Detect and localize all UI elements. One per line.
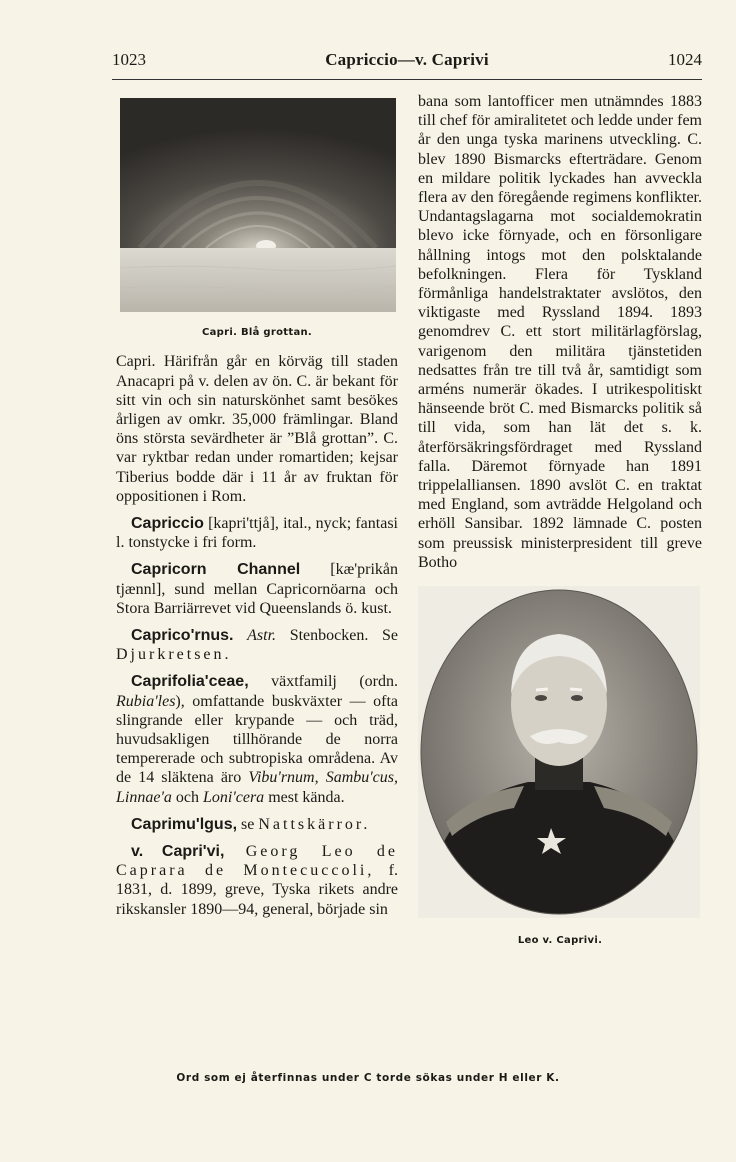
entry-caprimulgus: [116, 815, 398, 834]
entry-caprivi: [116, 842, 398, 919]
headword-caprifoliaceae: Caprifolia'ceae,: [131, 673, 249, 691]
definition-capriccio: [kapri'ttjå], ital., nyck; fantasi l. tonstycke i fri form.: [116, 515, 398, 552]
entry-capri-continuation: Capri. Härifrån går en körväg till staden Anacapri på v. delen av ön. C. är bekant för sitt vin och sin naturskönhet samt besökes årligen av omkr. 35,000 främlingar. Bland öns största sevärdheter är ”Blå grottan”. C. var ryktbar redan under romartiden; kejsar Tiberius bodde där i 11 år av fruktan för oppositionen i Rom.: [116, 353, 398, 505]
headword-caprivi: v. Capri'vi,: [131, 843, 225, 861]
caprivi-full-name: Georg Leo de Caprara de Montecuccoli,: [116, 843, 399, 880]
cross-ref-djurkretsen: Djurkretsen.: [116, 646, 232, 664]
running-title: Capriccio—v. Caprivi: [325, 50, 489, 69]
abbr-astr: Astr.: [247, 627, 277, 645]
page-number-left: 1023: [112, 50, 146, 69]
definition-capricorn-channel: [kæ'prikån tjænnl], sund mellan Capricornöarna och Stora Barriärrevet vid Queenslands ö. kust.: [116, 561, 398, 617]
blue-grotto-photo: [120, 98, 396, 312]
genus-lonicera: Loni'cera: [202, 788, 265, 806]
definition-caprifoliaceae-part4: mest kända.: [264, 788, 345, 806]
left-column: [116, 98, 398, 919]
definition-caprifoliaceae-part3: och: [171, 788, 203, 806]
footer-note: Ord som ej återfinnas under C torde sökas under H eller K.: [176, 1072, 560, 1084]
definition-caprimulgus: se: [237, 815, 259, 833]
headword-capricornus: Caprico'rnus.: [131, 627, 234, 645]
definition-capricornus: Stenbocken. Se: [276, 627, 399, 645]
header-rule: [112, 79, 702, 80]
page-header: [112, 50, 702, 76]
entry-caprivi-continuation: bana som lantofficer men utnämndes 1883 till chef för amiralitetet och ledde under fem år den unga tyska marinens utveckling. C. blev 1890 Bismarcks efterträdare. Genom en mildare politik lyckades han avveckla flera av den föregående regimens konflikter. Undantagslagarna mot socialdemokratin blevo icke förnyade, och en försonligare hållning intogs mot den polsktalande befolkningen. Flera för Tyskland förmånliga handelstraktater avslötos, den viktigaste med Ryssland 1894. 1893 genomdrev C. ett stort militärlagförslag, varigenom den militära tjänstetiden nedsattes från tre till två år, samtidigt som arméns numerär ökades. I utrikespolitiskt hänseende bröt C. med Bismarcks politik så till vida, som han lät det s. k. återförsäkringsfördraget med Ryssland falla. Däremot förnyade han 1891 trippelalliansen. 1890 avslöt C. en traktat med England, som avträdde Helgoland och erhöll Sansibar. 1892 lämnade C. posten som preussisk ministerpresident till greve Botho: [418, 93, 702, 571]
entry-capricorn-channel: [116, 560, 398, 618]
portrait-caption: Leo v. Caprivi.: [517, 935, 603, 947]
right-column: [418, 92, 702, 950]
page-number-right: 1024: [668, 50, 702, 69]
headword-capricorn-channel: Capricorn Channel: [131, 561, 301, 579]
headword-capriccio: Capriccio: [131, 515, 204, 533]
term-rubiales: Rubia'les: [116, 692, 176, 710]
entry-capricornus: [116, 626, 398, 664]
genera-list: Vibu'rnum, Sambu'cus, Linnae'a: [116, 769, 398, 806]
caprivi-portrait: [418, 586, 700, 918]
cross-ref-nattskarror: Nattskärror.: [258, 815, 371, 833]
grotto-caption: Capri. Blå grottan.: [201, 327, 313, 339]
entry-caprifoliaceae: [116, 672, 398, 806]
headword-caprimulgus: Caprimu'lgus,: [131, 815, 238, 833]
definition-caprifoliaceae-part1: växtfamilj (ordn.: [248, 673, 398, 691]
entry-capriccio: [116, 514, 398, 552]
definition-caprivi-part1: f. 1831, d. 1899, greve, Tyska rikets andre rikskansler 1890—94, general, började sin: [116, 862, 399, 918]
definition-caprifoliaceae-part2: ), omfattande buskväxter — ofta slingrande eller krypande — och träd, huvudsakligen tillhörande de norra tempererade och subtropiska områdena. Av de 14 släktena äro: [116, 692, 398, 787]
